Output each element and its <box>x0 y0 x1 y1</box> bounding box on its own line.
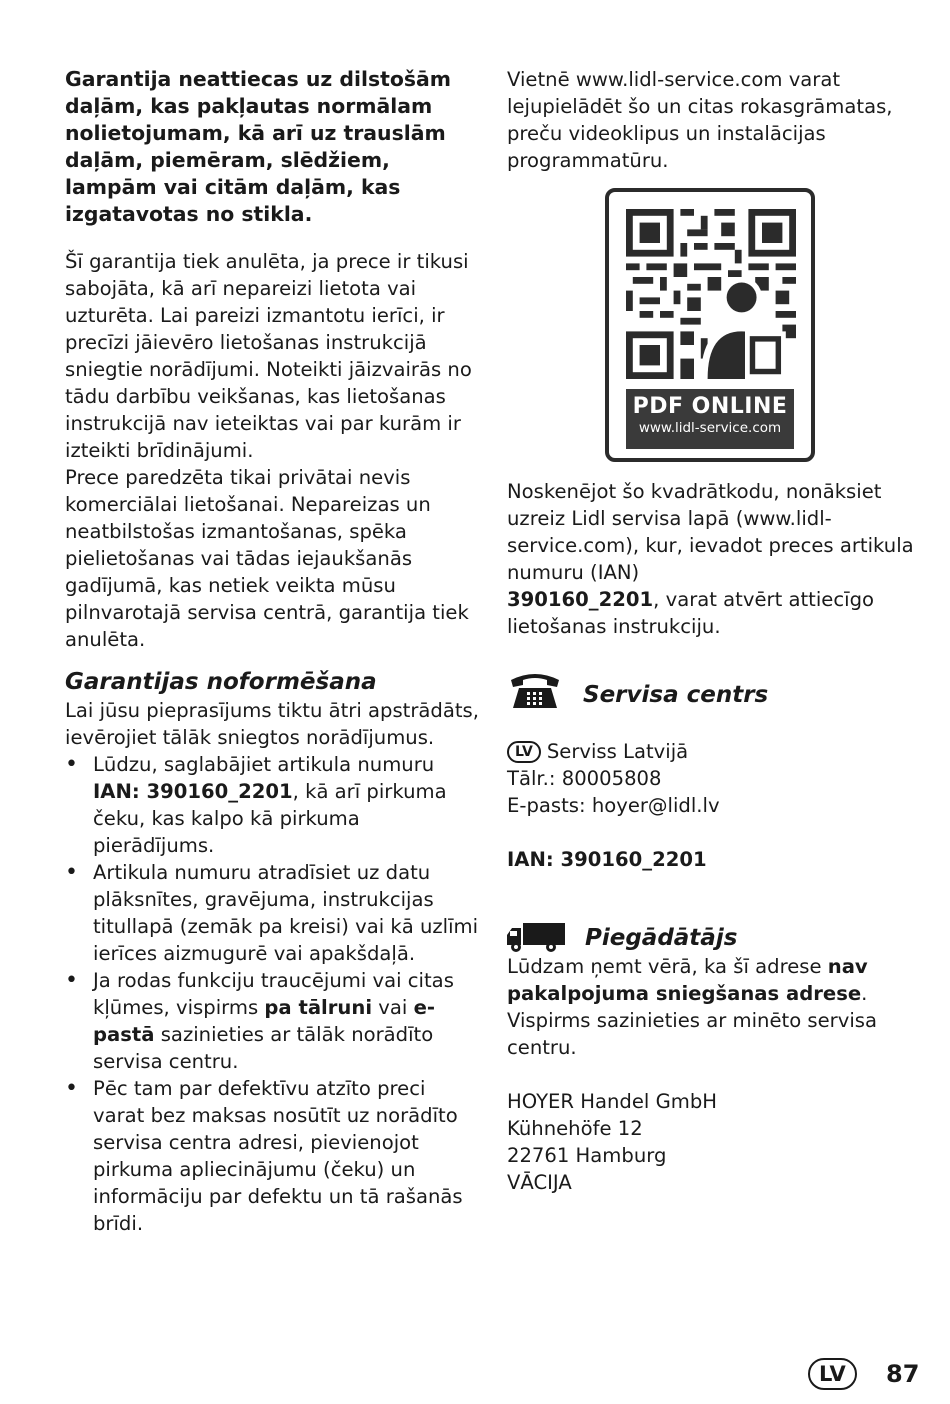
supplier-contact-note: Vispirms sazinieties ar minēto servisa centru. <box>507 1009 877 1059</box>
pdf-online-badge <box>626 389 794 449</box>
list-item: • Artikula numuru atradīsiet uz datu plāksnītes, gravējuma, instrukcijas titullapā (zemāk pa kreisi) vai kā uzlīmi ierīces aizmugurē vai apakšdaļā. <box>65 859 481 967</box>
country-badge: LV <box>507 741 541 763</box>
ian-number: 390160_2201 <box>507 588 654 611</box>
warranty-void-paragraph: Šī garantija tiek anulēta, ja prece ir tikusi sabojāta, kā arī nepareizi lietota vai uzturēta. Lai pareizi izmantotu ierīci, ir precīzi jāievēro lietošanas instrukcijā sniegtie norādījumi. Noteikti jāizvairās no tādu darbību veikšanas, kas lietošanas instrukcijā nav ieteiktas vai par kurām ir izteikti brīdinājumi. <box>65 250 472 462</box>
procedure-list <box>65 751 481 1237</box>
service-country: LV Serviss Latvijā <box>507 738 925 765</box>
service-center-heading: Servisa centrs <box>583 682 769 708</box>
list-item: • Lūdzu, saglabājiet artikula numuru IAN: 390160_2201, kā arī pirkuma čeku, kas kalpo kā pirkuma pierādījums. <box>65 751 481 859</box>
supplier-note: Lūdzam ņemt vērā, ka šī adrese nav pakalpojuma sniegšanas adrese. <box>507 955 868 1005</box>
footer-country-badge: LV <box>808 1358 857 1390</box>
address-line: 22761 Hamburg <box>507 1144 667 1167</box>
qr-code-icon <box>626 209 796 379</box>
ian-number: IAN: 390160_2201 <box>507 848 707 871</box>
supplier-heading: Piegādātājs <box>585 925 738 951</box>
list-item: • Ja rodas funkciju traucējumi vai citas kļūmes, vispirms pa tālruni vai e-pastā sazinieties ar tālāk norādīto servisa centru. <box>65 967 481 1075</box>
pdf-online-title: PDF ONLINE <box>632 394 788 419</box>
private-use-paragraph: Prece paredzēta tikai privātai nevis komerciālai lietošanai. Nepareizas un neatbilstošas izmantošanas, spēka pielietošanas vai tādas iejaukšanās gadījumā, kas netiek veikta mūsu pilnvarotajā servisa centrā, garantija tiek anulēta. <box>65 466 469 651</box>
left-column <box>65 66 481 1237</box>
warranty-exclusion-text: Garantija neattiecas uz dilstošām daļām, kas pakļautas normālam nolietojumam, kā arī uz trauslām daļām, piemēram, slēdžiem, lampām vai citām daļām, kas izgatavotas no stikla. <box>65 67 452 226</box>
qr-code-panel[interactable] <box>605 188 815 462</box>
ian-number: IAN: 390160_2201 <box>93 780 293 803</box>
pdf-online-url: www.lidl-service.com <box>638 420 782 436</box>
address-line: HOYER Handel GmbH <box>507 1090 718 1113</box>
telephone-icon <box>507 670 563 710</box>
list-item: • Pēc tam par defektīvu atzīto preci varat bez maksas nosūtīt uz norādīto servisa centra adresi, pievienojot pirkuma apliecinājumu (čeku) un informāciju par defektu un tā rašanās brīdi. <box>65 1075 481 1237</box>
procedure-intro: Lai jūsu pieprasījums tiktu ātri apstrādāts, ievērojiet tālāk sniegtos norādījumus. <box>65 699 479 749</box>
service-phone[interactable]: Tālr.: 80005808 <box>507 767 662 790</box>
address-line: VĀCIJA <box>507 1171 572 1194</box>
scan-info: Noskenējot šo kvadrātkodu, nonāksiet uzreiz Lidl servisa lapā (www.lidl-service.com), kur, ievadot preces artikula numuru (IAN) 390160_2201, varat atvērt attiecīgo lietošanas instrukciju. <box>507 480 914 638</box>
right-column <box>507 66 925 1196</box>
truck-icon <box>507 923 565 953</box>
supplier-header <box>507 911 925 953</box>
warranty-procedure-heading: Garantijas noformēšana <box>65 669 377 695</box>
service-email[interactable]: E-pasts: hoyer@lidl.lv <box>507 794 720 817</box>
download-info: Vietnē www.lidl-service.com varat lejupielādēt šo un citas rokasgrāmatas, preču videoklipus un instalācijas programmatūru. <box>507 68 893 172</box>
service-center-header <box>507 668 925 710</box>
page-number: 87 <box>886 1360 920 1388</box>
address-line: Kühnehöfe 12 <box>507 1117 643 1140</box>
